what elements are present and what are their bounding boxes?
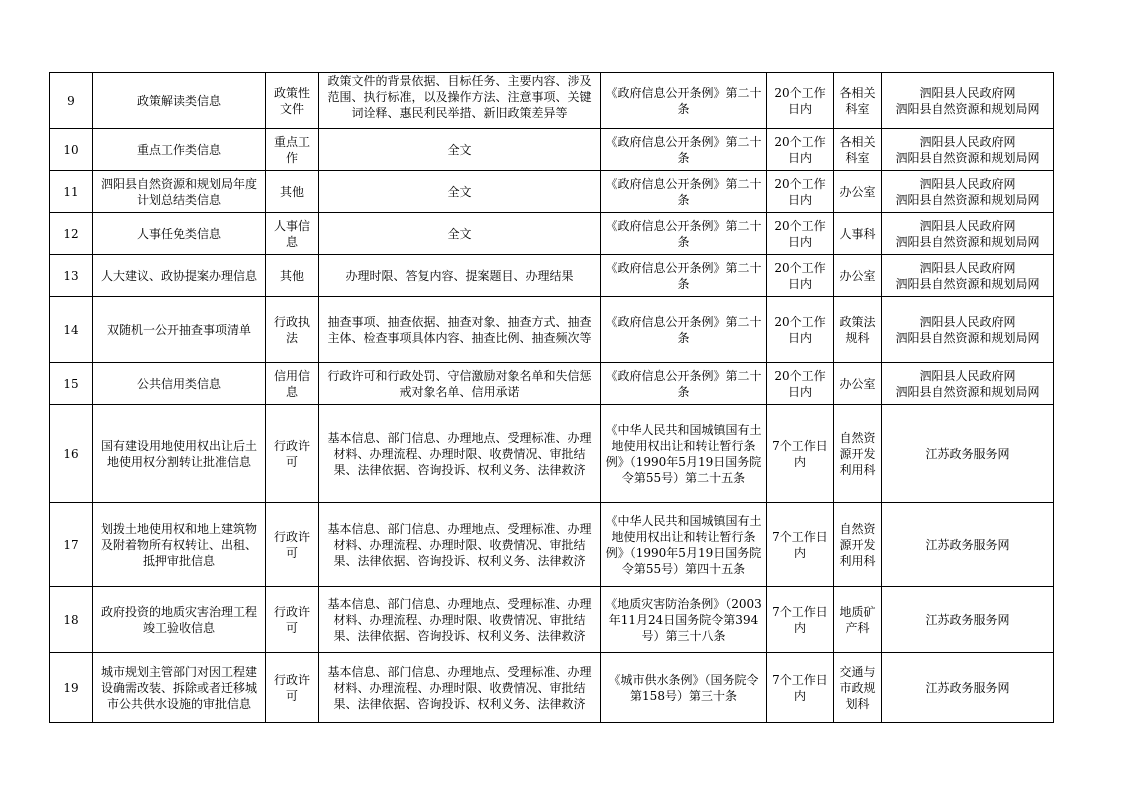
time-limit: 20个工作日内 [767,171,834,213]
table-body [50,73,1054,723]
table-row [50,587,1054,653]
row-number: 18 [50,587,93,653]
department: 各相关科室 [834,129,882,171]
channel [882,171,1054,213]
channel [882,503,1054,587]
time-limit: 7个工作日内 [767,587,834,653]
item-name: 公共信用类信息 [93,363,266,405]
department: 办公室 [834,255,882,297]
item-name: 国有建设用地使用权出让后土地使用权分割转让批准信息 [93,405,266,503]
content-cell: 办理时限、答复内容、提案题目、办理结果 [319,255,601,297]
row-number: 9 [50,73,93,129]
department: 自然资源开发利用科 [834,503,882,587]
department: 地质矿产科 [834,587,882,653]
item-name: 重点工作类信息 [93,129,266,171]
category: 政策性文件 [266,73,319,129]
channel-line: 江苏政务服务网 [925,537,1010,552]
content-cell: 全文 [319,129,601,171]
table-row [50,405,1054,503]
legal-basis: 《政府信息公开条例》第二十条 [601,73,767,129]
channel [882,73,1054,129]
table-row [50,171,1054,213]
row-number: 14 [50,297,93,363]
category: 重点工作 [266,129,319,171]
channel [882,405,1054,503]
category: 行政许可 [266,587,319,653]
channel-line: 泗阳县自然资源和规划局网 [895,101,1040,116]
department: 办公室 [834,363,882,405]
content-cell: 基本信息、部门信息、办理地点、受理标准、办理材料、办理流程、办理时限、收费情况、审批结果、法律依据、咨询投诉、权利义务、法律救济 [319,405,601,503]
channel [882,363,1054,405]
category: 其他 [266,255,319,297]
content-cell: 全文 [319,213,601,255]
channel-line: 泗阳县自然资源和规划局网 [895,192,1040,207]
item-name: 划拨土地使用权和地上建筑物及附着物所有权转让、出租、抵押审批信息 [93,503,266,587]
channel-line: 泗阳县人民政府网 [919,218,1016,233]
table-row [50,653,1054,723]
row-number: 10 [50,129,93,171]
content-cell: 全文 [319,171,601,213]
channel-line: 泗阳县人民政府网 [919,176,1016,191]
item-name: 人大建议、政协提案办理信息 [93,255,266,297]
content-cell: 基本信息、部门信息、办理地点、受理标准、办理材料、办理流程、办理时限、收费情况、审批结果、法律依据、咨询投诉、权利义务、法律救济 [319,653,601,723]
content-text: 政策文件的背景依据、目标任务、主要内容、涉及范围、执行标准，以及操作方法、注意事项、关键词诠释、惠民利民举措、新旧政策差异等 [327,73,592,120]
content-cell: 基本信息、部门信息、办理地点、受理标准、办理材料、办理流程、办理时限、收费情况、审批结果、法律依据、咨询投诉、权利义务、法律救济 [319,587,601,653]
row-number: 13 [50,255,93,297]
legal-basis: 《政府信息公开条例》第二十条 [601,363,767,405]
category: 行政许可 [266,653,319,723]
channel-line: 江苏政务服务网 [925,612,1010,627]
department: 交通与市政规划科 [834,653,882,723]
row-number: 11 [50,171,93,213]
channel-line: 泗阳县人民政府网 [919,368,1016,383]
table-row [50,363,1054,405]
channel [882,653,1054,723]
content-cell: 行政许可和行政处罚、守信激励对象名单和失信惩戒对象名单、信用承诺 [319,363,601,405]
category: 其他 [266,171,319,213]
row-number: 17 [50,503,93,587]
department: 人事科 [834,213,882,255]
time-limit: 20个工作日内 [767,255,834,297]
time-limit: 7个工作日内 [767,653,834,723]
channel [882,213,1054,255]
legal-basis: 《政府信息公开条例》第二十条 [601,255,767,297]
row-number: 15 [50,363,93,405]
channel-line: 江苏政务服务网 [925,680,1010,695]
channel-line: 泗阳县自然资源和规划局网 [895,384,1040,399]
department: 办公室 [834,171,882,213]
table-row [50,73,1054,129]
category: 人事信息 [266,213,319,255]
channel [882,587,1054,653]
department: 各相关科室 [834,73,882,129]
category: 行政许可 [266,405,319,503]
item-name: 泗阳县自然资源和规划局年度计划总结类信息 [93,171,266,213]
time-limit: 20个工作日内 [767,213,834,255]
time-limit: 20个工作日内 [767,73,834,129]
channel-line: 泗阳县自然资源和规划局网 [895,150,1040,165]
item-name: 政策解读类信息 [93,73,266,129]
channel-line: 泗阳县自然资源和规划局网 [895,234,1040,249]
row-number: 12 [50,213,93,255]
category: 信用信息 [266,363,319,405]
channel-line: 泗阳县人民政府网 [919,260,1016,275]
channel-line: 泗阳县人民政府网 [919,134,1016,149]
department: 自然资源开发利用科 [834,405,882,503]
channel-line: 泗阳县自然资源和规划局网 [895,330,1040,345]
channel-line: 泗阳县人民政府网 [919,314,1016,329]
table-row [50,503,1054,587]
time-limit: 20个工作日内 [767,129,834,171]
channel-line: 泗阳县自然资源和规划局网 [895,276,1040,291]
legal-basis: 《地质灾害防治条例》（2003年11月24日国务院令第394号）第三十八条 [601,587,767,653]
item-name: 人事任免类信息 [93,213,266,255]
disclosure-table [49,72,1054,723]
table-row [50,255,1054,297]
table-row [50,297,1054,363]
legal-basis: 《中华人民共和国城镇国有土地使用权出让和转让暂行条例》（1990年5月19日国务院令第55号）第二十五条 [601,405,767,503]
legal-basis: 《城市供水条例》（国务院令第158号）第三十条 [601,653,767,723]
channel-line: 江苏政务服务网 [925,446,1010,461]
time-limit: 7个工作日内 [767,503,834,587]
channel [882,255,1054,297]
time-limit: 20个工作日内 [767,297,834,363]
time-limit: 7个工作日内 [767,405,834,503]
channel-line: 泗阳县人民政府网 [919,85,1016,100]
channel [882,297,1054,363]
legal-basis: 《政府信息公开条例》第二十条 [601,171,767,213]
category: 行政许可 [266,503,319,587]
legal-basis: 《政府信息公开条例》第二十条 [601,129,767,171]
legal-basis: 《政府信息公开条例》第二十条 [601,297,767,363]
legal-basis: 《中华人民共和国城镇国有土地使用权出让和转让暂行条例》（1990年5月19日国务院令第55号）第四十五条 [601,503,767,587]
channel [882,129,1054,171]
time-limit: 20个工作日内 [767,363,834,405]
content-cell: 抽查事项、抽查依据、抽查对象、抽查方式、抽查主体、检查事项具体内容、抽查比例、抽查频次等 [319,297,601,363]
table-row [50,213,1054,255]
content-cell: 基本信息、部门信息、办理地点、受理标准、办理材料、办理流程、办理时限、收费情况、审批结果、法律依据、咨询投诉、权利义务、法律救济 [319,503,601,587]
department: 政策法规科 [834,297,882,363]
row-number: 19 [50,653,93,723]
item-name: 双随机一公开抽查事项清单 [93,297,266,363]
category: 行政执法 [266,297,319,363]
table-row [50,129,1054,171]
item-name: 城市规划主管部门对因工程建设确需改装、拆除或者迁移城市公共供水设施的审批信息 [93,653,266,723]
item-name: 政府投资的地质灾害治理工程竣工验收信息 [93,587,266,653]
content-cell [319,73,601,129]
legal-basis: 《政府信息公开条例》第二十条 [601,213,767,255]
row-number: 16 [50,405,93,503]
